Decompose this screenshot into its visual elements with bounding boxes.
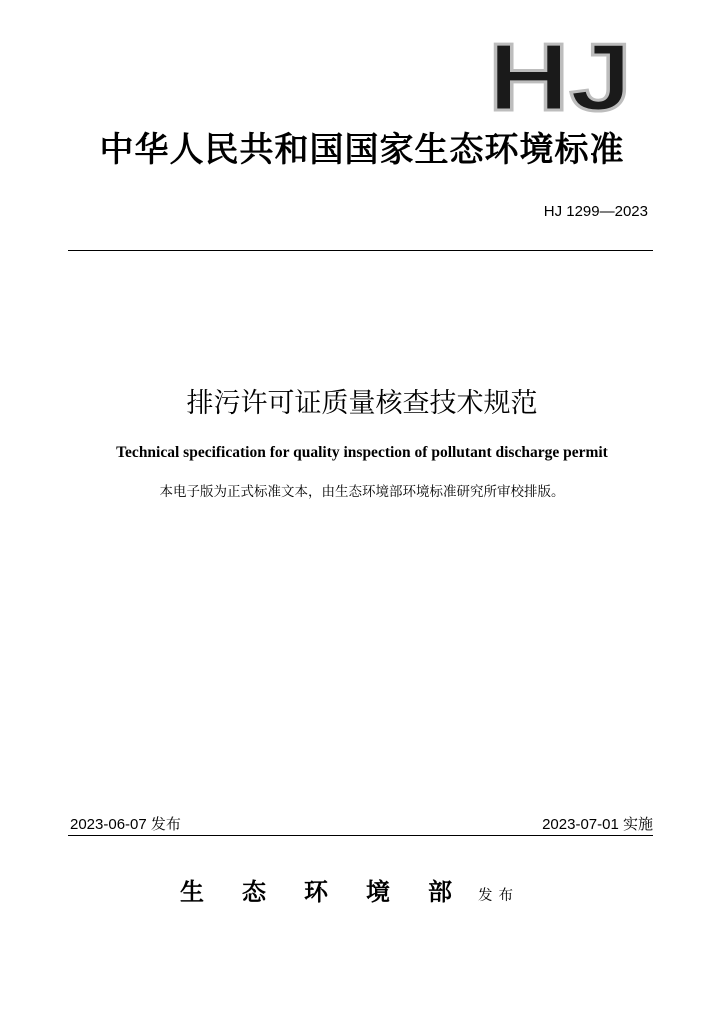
publisher-name: 生态环境部	[180, 877, 490, 906]
standard-number: HJ 1299—2023	[543, 203, 648, 220]
footer-divider	[68, 835, 653, 836]
publisher-line	[180, 872, 519, 907]
publisher-suffix: 发布	[478, 888, 519, 904]
hj-logo	[486, 36, 634, 114]
hj-logo-text: HJ	[488, 36, 632, 114]
document-title-english: Technical specification for quality inspection of pollutant discharge permit	[116, 444, 608, 461]
document-title-chinese: 排污许可证质量核查技术规范	[186, 388, 538, 419]
implementation-date: 2023-07-01 实施	[542, 816, 653, 833]
header-divider	[68, 250, 653, 251]
issue-date: 2023-06-07 发布	[70, 816, 181, 833]
edition-note: 本电子版为正式标准文本，由生态环境部环境标准研究所审校排版。	[159, 484, 565, 500]
issuing-body-title: 中华人民共和国国家生态环境标准	[99, 130, 625, 170]
